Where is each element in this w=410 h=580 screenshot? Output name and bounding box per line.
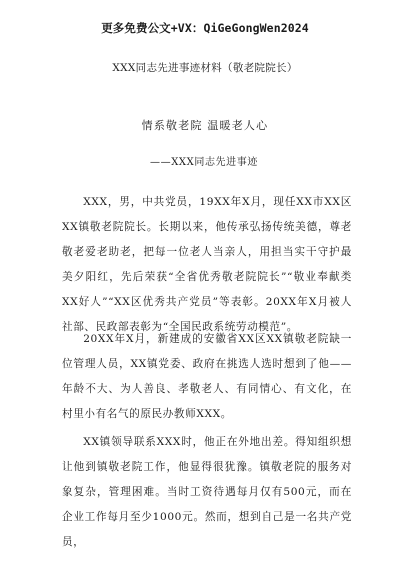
body-paragraph: XXX，男，中共党员，19XX年X月，现任XX市XX区XX镇敬老院院长。长期以来，他传承弘扬传统美德，尊老敬老爱老助老，把每一位老人当亲人，用担当实干守护最美夕阳红，先后荣获“全省优秀敬老院院长”“敬业奉献类XX好人”“XX区优秀共产党员”等表彰。20XX年X月被人社部、民政部表彰为“全国民政系统劳动模范”。 bbox=[62, 196, 352, 333]
article-title: 情系敬老院 温暖老人心 bbox=[141, 119, 269, 132]
article-subtitle: ——XXX同志先进事迹 bbox=[150, 157, 258, 168]
promo-header: 更多免费公文+VX：QiGeGongWen2024 bbox=[101, 21, 309, 35]
body-paragraph: XX镇领导联系XXX时，他正在外地出差。得知组织想让他到镇敬老院工作，他显得很犹豫。镇敬老院的服务对象复杂，管理困难。当时工资待遇每月仅有500元，而在企业工作每月至少1000元。然而，想到自己是一名共产党员， bbox=[62, 436, 352, 548]
document-title: XXX同志先进事迹材料（敬老院院长） bbox=[112, 62, 298, 74]
body-paragraph: 20XX年X月，新建成的安徽省XX区XX镇敬老院缺一位管理人员，XX镇党委、政府在挑选人选时想到了他——年龄不大、为人善良、孝敬老人、有同情心、有文化，在村里小有名气的原民办教师XXX。 bbox=[62, 333, 352, 420]
